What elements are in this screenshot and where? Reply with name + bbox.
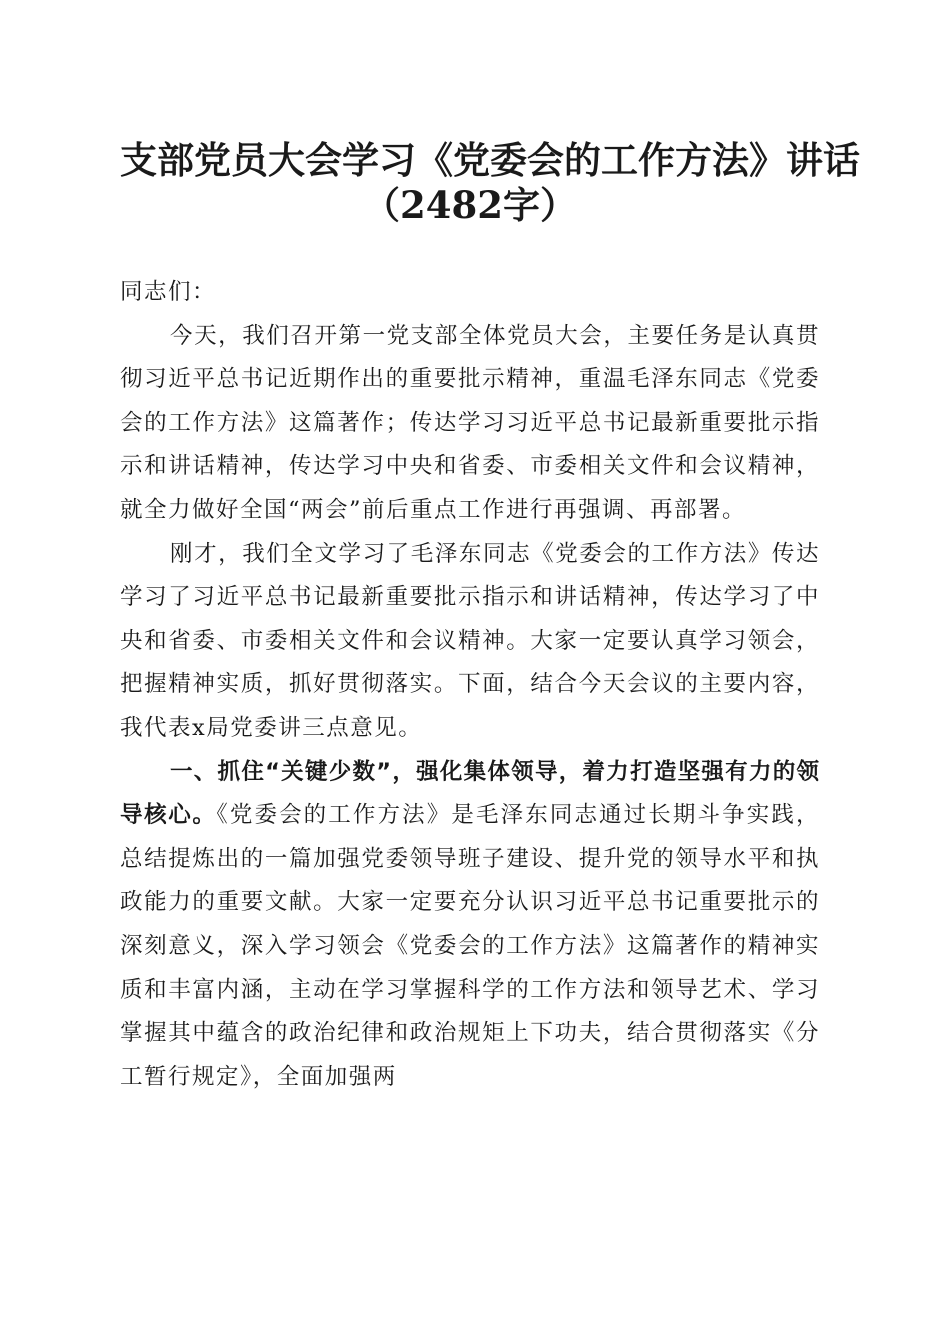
section-1-body: 《党委会的工作方法》是毛泽东同志通过长期斗争实践，总结提炼出的一篇加强党委领导班子建设、提升党的领导水平和执政能力的重要文献。大家一定要充分认识习近平总书记重要批示的深刻意义，深入学习领会《党委会的工作方法》这篇著作的精神实质和丰富内涵，主动在学习掌握科学的工作方法和领导艺术、学习掌握其中蕴含的政治纪律和政治规矩上下功夫，结合贯彻落实《分工暂行规定》，全面加强两	[120, 802, 820, 1090]
document-title	[120, 0, 860, 228]
section-1-paragraph	[120, 751, 820, 1100]
paragraph-1: 今天，我们召开第一党支部全体党员大会，主要任务是认真贯彻习近平总书记近期作出的重要批示精神，重温毛泽东同志《党委会的工作方法》这篇著作；传达学习习近平总书记最新重要批示指示和讲话精神，传达学习中央和省委、市委相关文件和会议精神，就全力做好全国“两会”前后重点工作进行再强调、再部署。	[120, 322, 820, 523]
section-1-heading: 一、抓住“关键少数”，强化集体领导，着力打造坚强有力的领导核心。	[120, 758, 820, 829]
paragraph-2: 刚才，我们全文学习了毛泽东同志《党委会的工作方法》传达学习了习近平总书记最新重要批示指示和讲话精神，传达学习了中央和省委、市委相关文件和会议精神。大家一定要认真学习领会，把握精神实质，抓好贯彻落实。下面，结合今天会议的主要内容，我代表x局党委讲三点意见。	[120, 540, 820, 741]
greeting: 同志们：	[120, 279, 217, 305]
document-body	[120, 271, 820, 1099]
title-line-2: （2482字）	[363, 183, 577, 227]
title-line-1: 支部党员大会学习《党委会的工作方法》讲话	[120, 138, 860, 182]
